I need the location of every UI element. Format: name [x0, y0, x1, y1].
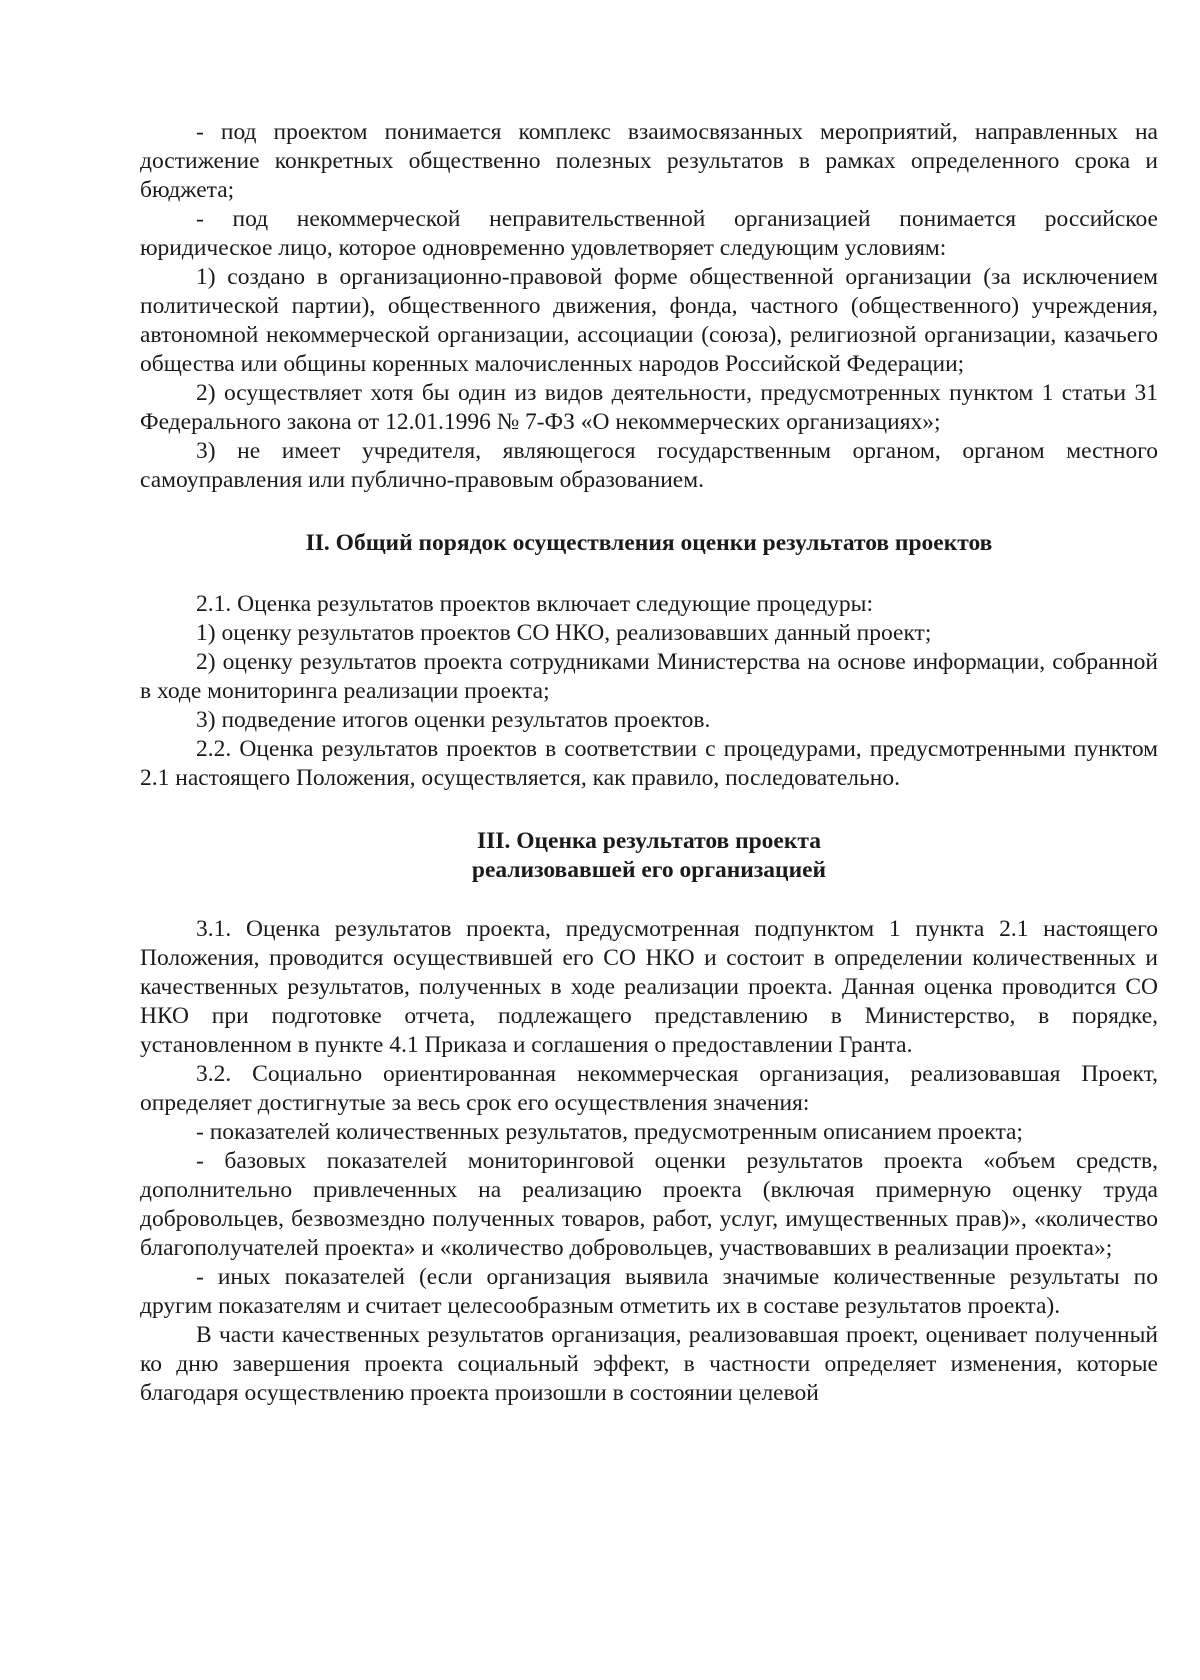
section-3-title — [140, 827, 1158, 885]
definition-project: - под проектом понимается комплекс взаимосвязанных мероприятий, направленных на достижение конкретных общественно полезных результатов в рамках определенного срока и бюджета; — [140, 119, 1158, 203]
section-2-title: II. Общий порядок осуществления оценки результатов проектов — [305, 530, 993, 556]
section-3-title-line-1: III. Оценка результатов проекта — [477, 828, 821, 854]
paragraph-3-2-item-b: - базовых показателей мониторинговой оценки результатов проекта «объем средств, дополнительно привлеченных на реализацию проекта (включая примерную оценку труда добровольцев, безвозмездно полученных товаров, работ, услуг, имущественных прав)», «количество благополучателей проекта» и «количество добровольцев, участвовавших в реализации проекта»; — [140, 1148, 1158, 1261]
paragraph-2-2: 2.2. Оценка результатов проектов в соответствии с процедурами, предусмотренными пунктом 2.1 настоящего Положения, осуществляется, как правило, последовательно. — [140, 736, 1158, 791]
document-page — [140, 118, 1158, 1408]
nko-condition-2: 2) осуществляет хотя бы один из видов деятельности, предусмотренных пунктом 1 статьи 31 Федерального закона от 12.01.1996 № 7-ФЗ «О некоммерческих организациях»; — [140, 380, 1158, 435]
nko-condition-1: 1) создано в организационно-правовой форме общественной организации (за исключением политической партии), общественного движения, фонда, частного (общественного) учреждения, автономной некоммерческой организации, ассоциации (союза), религиозной организации, казачьего общества или общины коренных малочисленных народов Российской Федерации; — [140, 264, 1158, 377]
paragraph-3-2-item-c: - иных показателей (если организация выявила значимые количественные результаты по другим показателям и считает целесообразным отметить их в составе результатов проекта). — [140, 1264, 1158, 1319]
paragraph-2-1-item-2: 2) оценку результатов проекта сотрудниками Министерства на основе информации, собранной в ходе мониторинга реализации проекта; — [140, 649, 1158, 704]
definition-nko: - под некоммерческой неправительственной организацией понимается российское юридическое лицо, которое одновременно удовлетворяет следующим условиям: — [140, 206, 1158, 261]
paragraph-2-1: 2.1. Оценка результатов проектов включает следующие процедуры: — [196, 591, 874, 617]
paragraph-3-2: 3.2. Социально ориентированная некоммерческая организация, реализовавшая Проект, определяет достигнутые за весь срок его осуществления значения: — [140, 1061, 1158, 1116]
paragraph-2-1-item-3: 3) подведение итогов оценки результатов проектов. — [196, 707, 711, 733]
paragraph-3-1: 3.1. Оценка результатов проекта, предусмотренная подпунктом 1 пункта 2.1 настоящего Положения, проводится осуществившей его СО НКО и состоит в определении количественных и качественных результатов, полученных в ходе реализации проекта. Данная оценка проводится СО НКО при подготовке отчета, подлежащего представлению в Министерство, в порядке, установленном в пункте 4.1 Приказа и соглашения о предоставлении Гранта. — [140, 916, 1158, 1058]
section-3-title-line-2: реализовавшей его организацией — [471, 857, 827, 883]
nko-condition-3: 3) не имеет учредителя, являющегося государственным органом, органом местного самоуправления или публично-правовым образованием. — [140, 438, 1158, 493]
paragraph-2-1-item-1: 1) оценку результатов проектов СО НКО, реализовавших данный проект; — [196, 620, 932, 646]
paragraph-3-3: В части качественных результатов организация, реализовавшая проект, оценивает полученный ко дню завершения проекта социальный эффект, в частности определяет изменения, которые благодаря осуществлению проекта произошли в состоянии целевой — [140, 1322, 1158, 1406]
paragraph-3-2-item-a: - показателей количественных результатов, предусмотренным описанием проекта; — [196, 1119, 1023, 1145]
